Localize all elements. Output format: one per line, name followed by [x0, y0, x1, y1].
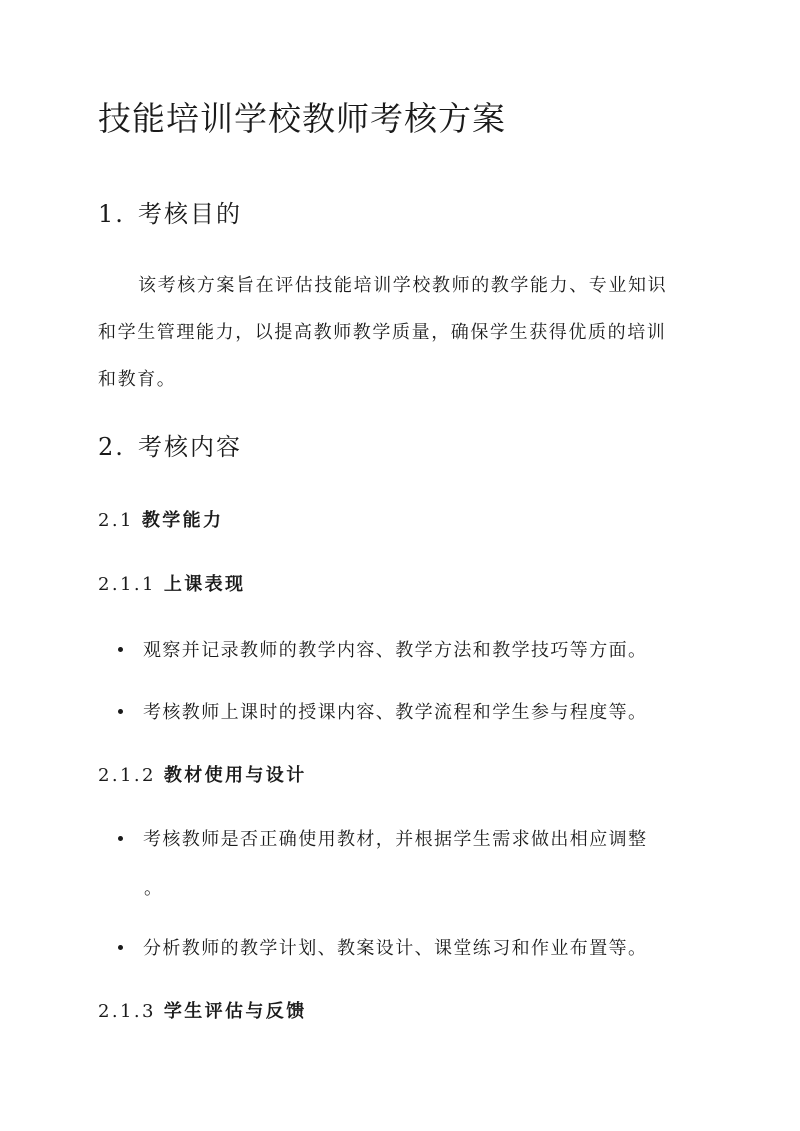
section-1-number: 1. [98, 200, 125, 228]
subsection-2-1-heading [98, 507, 223, 535]
subsection-2-1-title: 教学能力 [141, 510, 224, 531]
bullet-icon [118, 709, 123, 714]
list-item-text: 考核教师上课时的授课内容、教学流程和学生参与程度等。 [143, 702, 648, 723]
subsection-2-1-1-number: 2.1.1 [98, 574, 156, 595]
paragraph-line: 和学生管理能力，以提高教师教学质量，确保学生获得优质的培训 [98, 322, 667, 343]
paragraph-line: 该考核方案旨在评估技能培训学校教师的教学能力、专业知识 [138, 275, 668, 296]
subsection-2-1-3-title: 学生评估与反馈 [163, 1001, 307, 1022]
subsection-2-1-2-title: 教材使用与设计 [163, 765, 307, 786]
subsection-2-1-1-title: 上课表现 [163, 574, 246, 595]
section-2-number: 2. [98, 433, 125, 461]
document-title: 技能培训学校教师考核方案 [98, 99, 506, 138]
subsection-2-1-number: 2.1 [98, 510, 134, 531]
list-item [118, 699, 647, 727]
subsection-2-1-2-number: 2.1.2 [98, 765, 156, 786]
bullet-icon [118, 647, 123, 652]
list-item-text: 考核教师是否正确使用教材，并根据学生需求做出相应调整 [143, 829, 648, 850]
section-1-title: 考核目的 [138, 200, 242, 228]
list-item [118, 637, 647, 665]
list-item-text: 观察并记录教师的教学内容、教学方法和教学技巧等方面。 [143, 640, 648, 661]
section-2-heading [98, 430, 242, 464]
paragraph-line: 和教育。 [98, 369, 177, 390]
list-item-text: 分析教师的教学计划、教案设计、课堂练习和作业布置等。 [143, 938, 648, 959]
list-item [118, 826, 647, 854]
subsection-2-1-1-heading [98, 571, 245, 599]
subsection-2-1-3-heading [98, 998, 307, 1026]
section-1-paragraph [98, 262, 710, 403]
list-item-continuation: 。 [144, 878, 162, 899]
subsection-2-1-3-number: 2.1.3 [98, 1001, 156, 1022]
subsection-2-1-2-heading [98, 762, 307, 790]
list-item [118, 935, 647, 963]
bullet-icon [118, 945, 123, 950]
section-2-title: 考核内容 [138, 433, 242, 461]
bullet-icon [118, 836, 123, 841]
section-1-heading [98, 197, 242, 231]
